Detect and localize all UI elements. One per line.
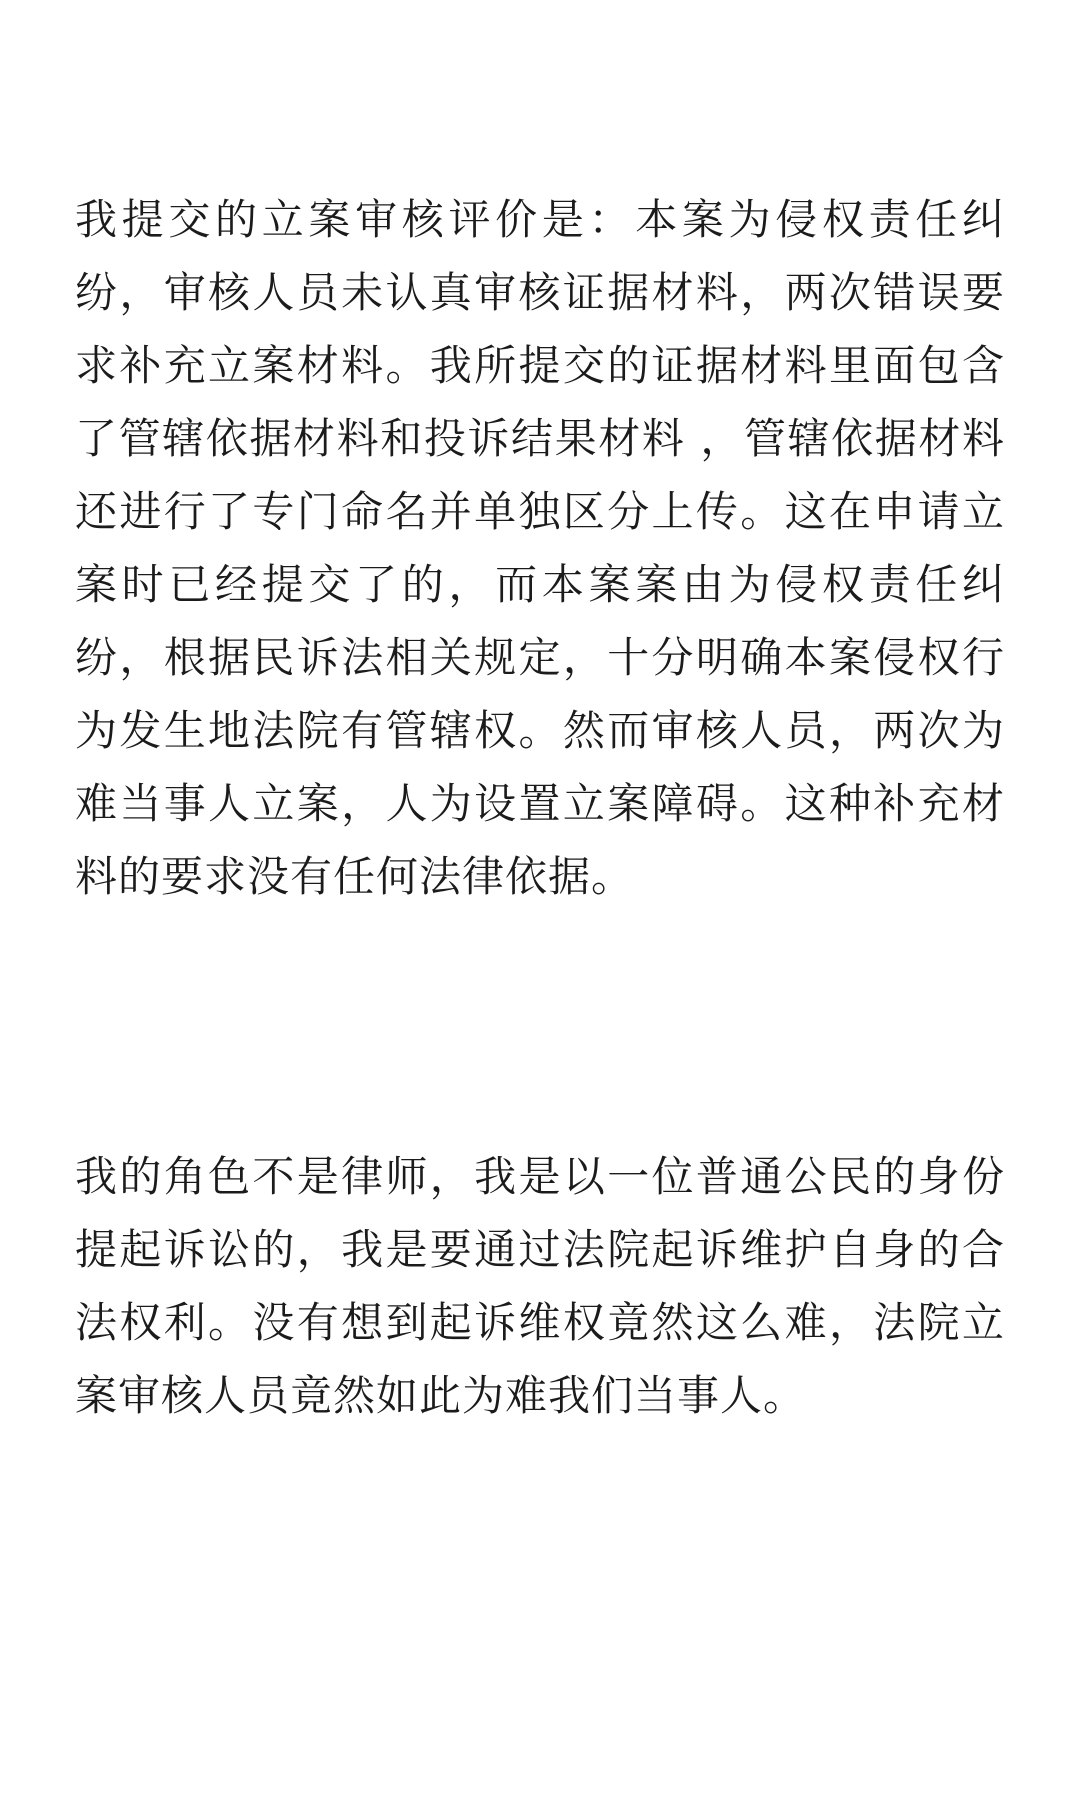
paragraph-citizen-role: 我的角色不是律师，我是以一位普通公民的身份提起诉讼的，我是要通过法院起诉维护自身的合法权利。没有想到起诉维权竟然这么难，法院立案审核人员竟然如此为难我们当事人。 [75,1152,1005,1420]
paragraph-review-complaint: 我提交的立案审核评价是：本案为侵权责任纠纷，审核人员未认真审核证据材料，两次错误要求补充立案材料。我所提交的证据材料里面包含了管辖依据材料和投诉结果材料 ，管辖依据材料还进行了专门命名并单独区分上传。这在申请立案时已经提交了的，而本案案由为侵权责任纠纷，根据民诉法相关规定，十分明确本案侵权行为发生地法院有管辖权。然而审核人员，两次为难当事人立案，人为设置立案障碍。这种补充材料的要求没有任何法律依据。 [75,195,1005,901]
